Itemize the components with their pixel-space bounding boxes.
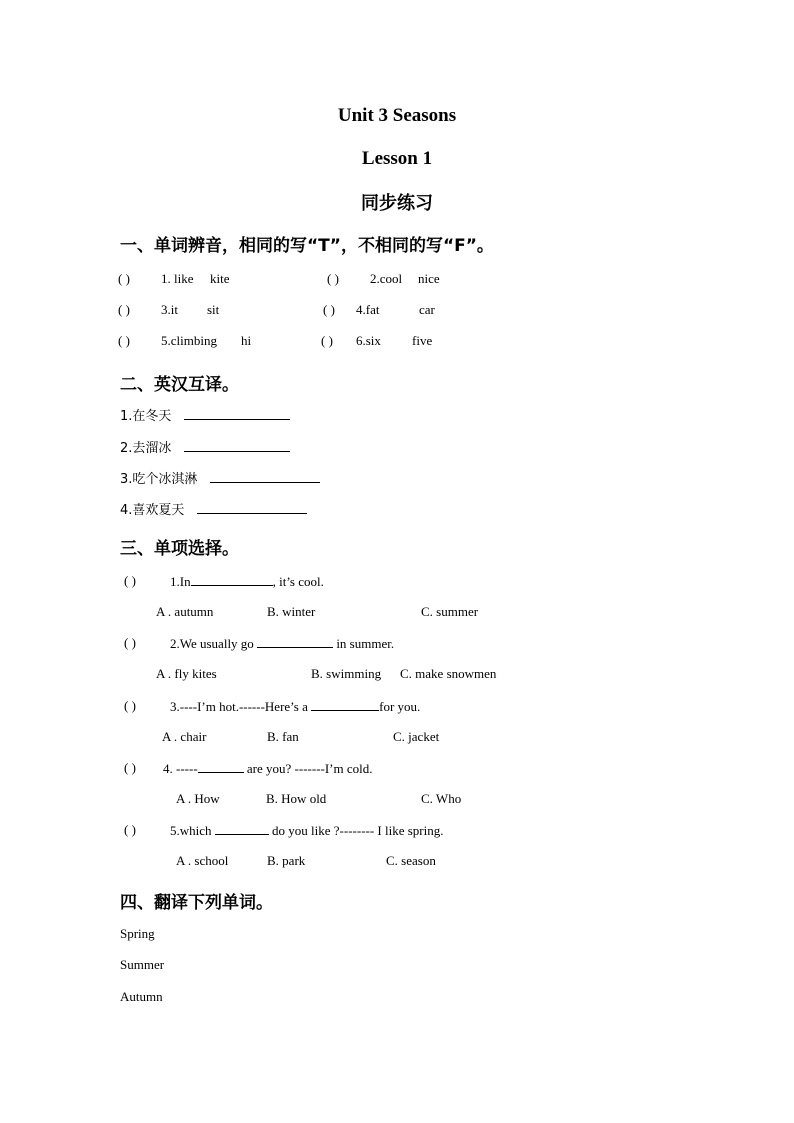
item-word2: five (412, 333, 433, 348)
item-word2: nice (418, 271, 440, 286)
answer-blank[interactable] (257, 635, 333, 648)
answer-blank[interactable] (184, 439, 290, 452)
option-c: C. Who (421, 791, 462, 806)
answer-paren: ( ) (124, 635, 136, 650)
answer-paren: ( ) (124, 822, 136, 837)
answer-paren: ( ) (323, 302, 335, 317)
question-text: 4. ----- are you? -------I’m cold. (163, 761, 373, 776)
item-word1: 3.it (161, 302, 178, 317)
answer-paren: ( ) (327, 271, 339, 286)
section1-heading: 一、单词辨音，相同的写“T”，不相同的写“F”。 (120, 236, 494, 256)
option-c: C. season (386, 853, 436, 868)
item-text: 3.吃个冰淇淋 (120, 472, 198, 487)
translate-item (120, 499, 307, 518)
item-text: 1.在冬天 (120, 409, 172, 424)
option-a: A . How (176, 791, 220, 806)
answer-blank[interactable] (198, 760, 244, 773)
translate-item (120, 468, 320, 487)
item-word1: 4.fat (356, 302, 380, 317)
answer-blank[interactable] (311, 698, 379, 711)
unit-title: Unit 3 Seasons (337, 105, 457, 126)
answer-paren: ( ) (321, 333, 333, 348)
answer-blank[interactable] (184, 407, 290, 420)
section4-heading: 四、翻译下列单词。 (120, 893, 273, 913)
option-b: B. winter (267, 604, 316, 619)
word-item: Spring (120, 926, 155, 941)
option-a: A . autumn (156, 604, 214, 619)
option-c: C. summer (421, 604, 479, 619)
item-text: 2.去溜冰 (120, 441, 172, 456)
option-b: B. swimming (311, 666, 382, 681)
item-word1: 6.six (356, 333, 381, 348)
answer-paren: ( ) (118, 333, 130, 348)
option-a: A . school (176, 853, 229, 868)
section3-heading: 三、单项选择。 (120, 539, 239, 559)
option-b: B. fan (267, 729, 299, 744)
answer-paren: ( ) (118, 302, 130, 317)
question-text: 3.----I’m hot.------Here’s a for you. (170, 699, 421, 714)
answer-paren: ( ) (124, 760, 136, 775)
option-c: C. make snowmen (400, 666, 497, 681)
question-text: 2.We usually go in summer. (170, 636, 395, 651)
answer-blank[interactable] (210, 470, 320, 483)
question-text: 5.which do you like ?-------- I like spring. (170, 823, 444, 838)
translate-item (120, 405, 290, 424)
option-a: A . chair (162, 729, 207, 744)
word-item: Summer (120, 957, 165, 972)
item-word1: 5.climbing (161, 333, 217, 348)
section2-heading: 二、英汉互译。 (120, 375, 239, 395)
answer-paren: ( ) (124, 573, 136, 588)
item-text: 4.喜欢夏天 (120, 503, 185, 518)
item-word2: hi (241, 333, 252, 348)
answer-paren: ( ) (124, 698, 136, 713)
option-b: B. How old (266, 791, 327, 806)
answer-blank[interactable] (191, 573, 273, 586)
option-c: C. jacket (393, 729, 440, 744)
item-word2: car (419, 302, 435, 317)
item-word2: sit (207, 302, 220, 317)
question-text: 1.In , it’s cool. (170, 574, 324, 589)
item-word1: 1. like (161, 271, 194, 286)
practice-title: 同步练习 (361, 193, 433, 214)
option-b: B. park (267, 853, 306, 868)
translate-item (120, 437, 290, 456)
item-word1: 2.cool (370, 271, 403, 286)
item-word2: kite (210, 271, 230, 286)
lesson-title: Lesson 1 (361, 148, 433, 169)
answer-blank[interactable] (197, 501, 307, 514)
answer-paren: ( ) (118, 271, 130, 286)
option-a: A . fly kites (156, 666, 217, 681)
word-item: Autumn (120, 989, 163, 1004)
answer-blank[interactable] (215, 822, 269, 835)
